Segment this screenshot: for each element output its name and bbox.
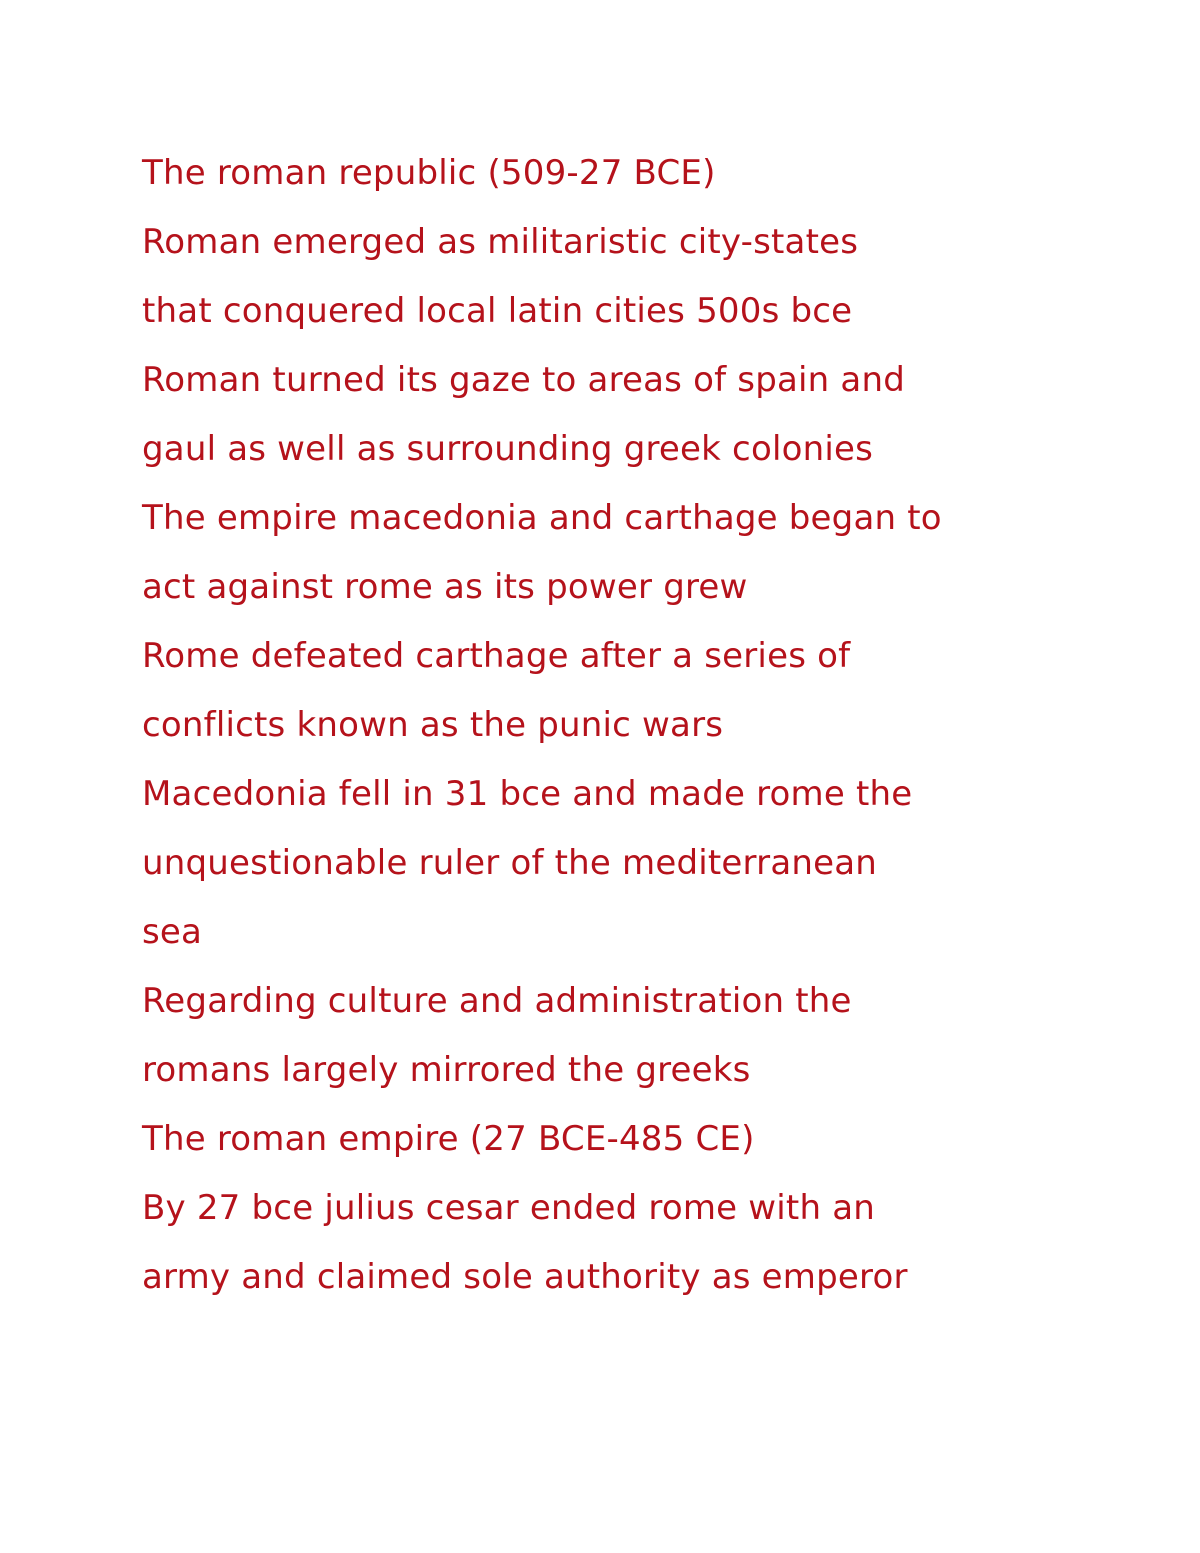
note-line: Macedonia fell in 31 bce and made rome the [142, 774, 913, 814]
note-line: act against rome as its power grew [142, 567, 748, 607]
note-line: By 27 bce julius cesar ended rome with an [142, 1188, 875, 1228]
note-line: that conquered local latin cities 500s bce [142, 291, 853, 331]
note-line: Roman emerged as militaristic city-states [142, 222, 859, 262]
note-line: Roman turned its gaze to areas of spain and [142, 360, 905, 400]
note-line: Regarding culture and administration the [142, 981, 852, 1021]
note-line: The empire macedonia and carthage began to [142, 498, 942, 538]
note-line: sea [142, 912, 203, 952]
note-line: army and claimed sole authority as emperor [142, 1257, 908, 1297]
note-line: Rome defeated carthage after a series of [142, 636, 851, 676]
note-line: conflicts known as the punic wars [142, 705, 724, 745]
note-line: romans largely mirrored the greeks [142, 1050, 751, 1090]
heading-roman-empire: The roman empire (27 BCE-485 CE) [142, 1119, 755, 1159]
note-line: gaul as well as surrounding greek colonies [142, 429, 874, 469]
heading-roman-republic: The roman republic (509-27 BCE) [142, 153, 716, 193]
note-line: unquestionable ruler of the mediterranean [142, 843, 877, 883]
handwritten-notes [142, 148, 1142, 1321]
